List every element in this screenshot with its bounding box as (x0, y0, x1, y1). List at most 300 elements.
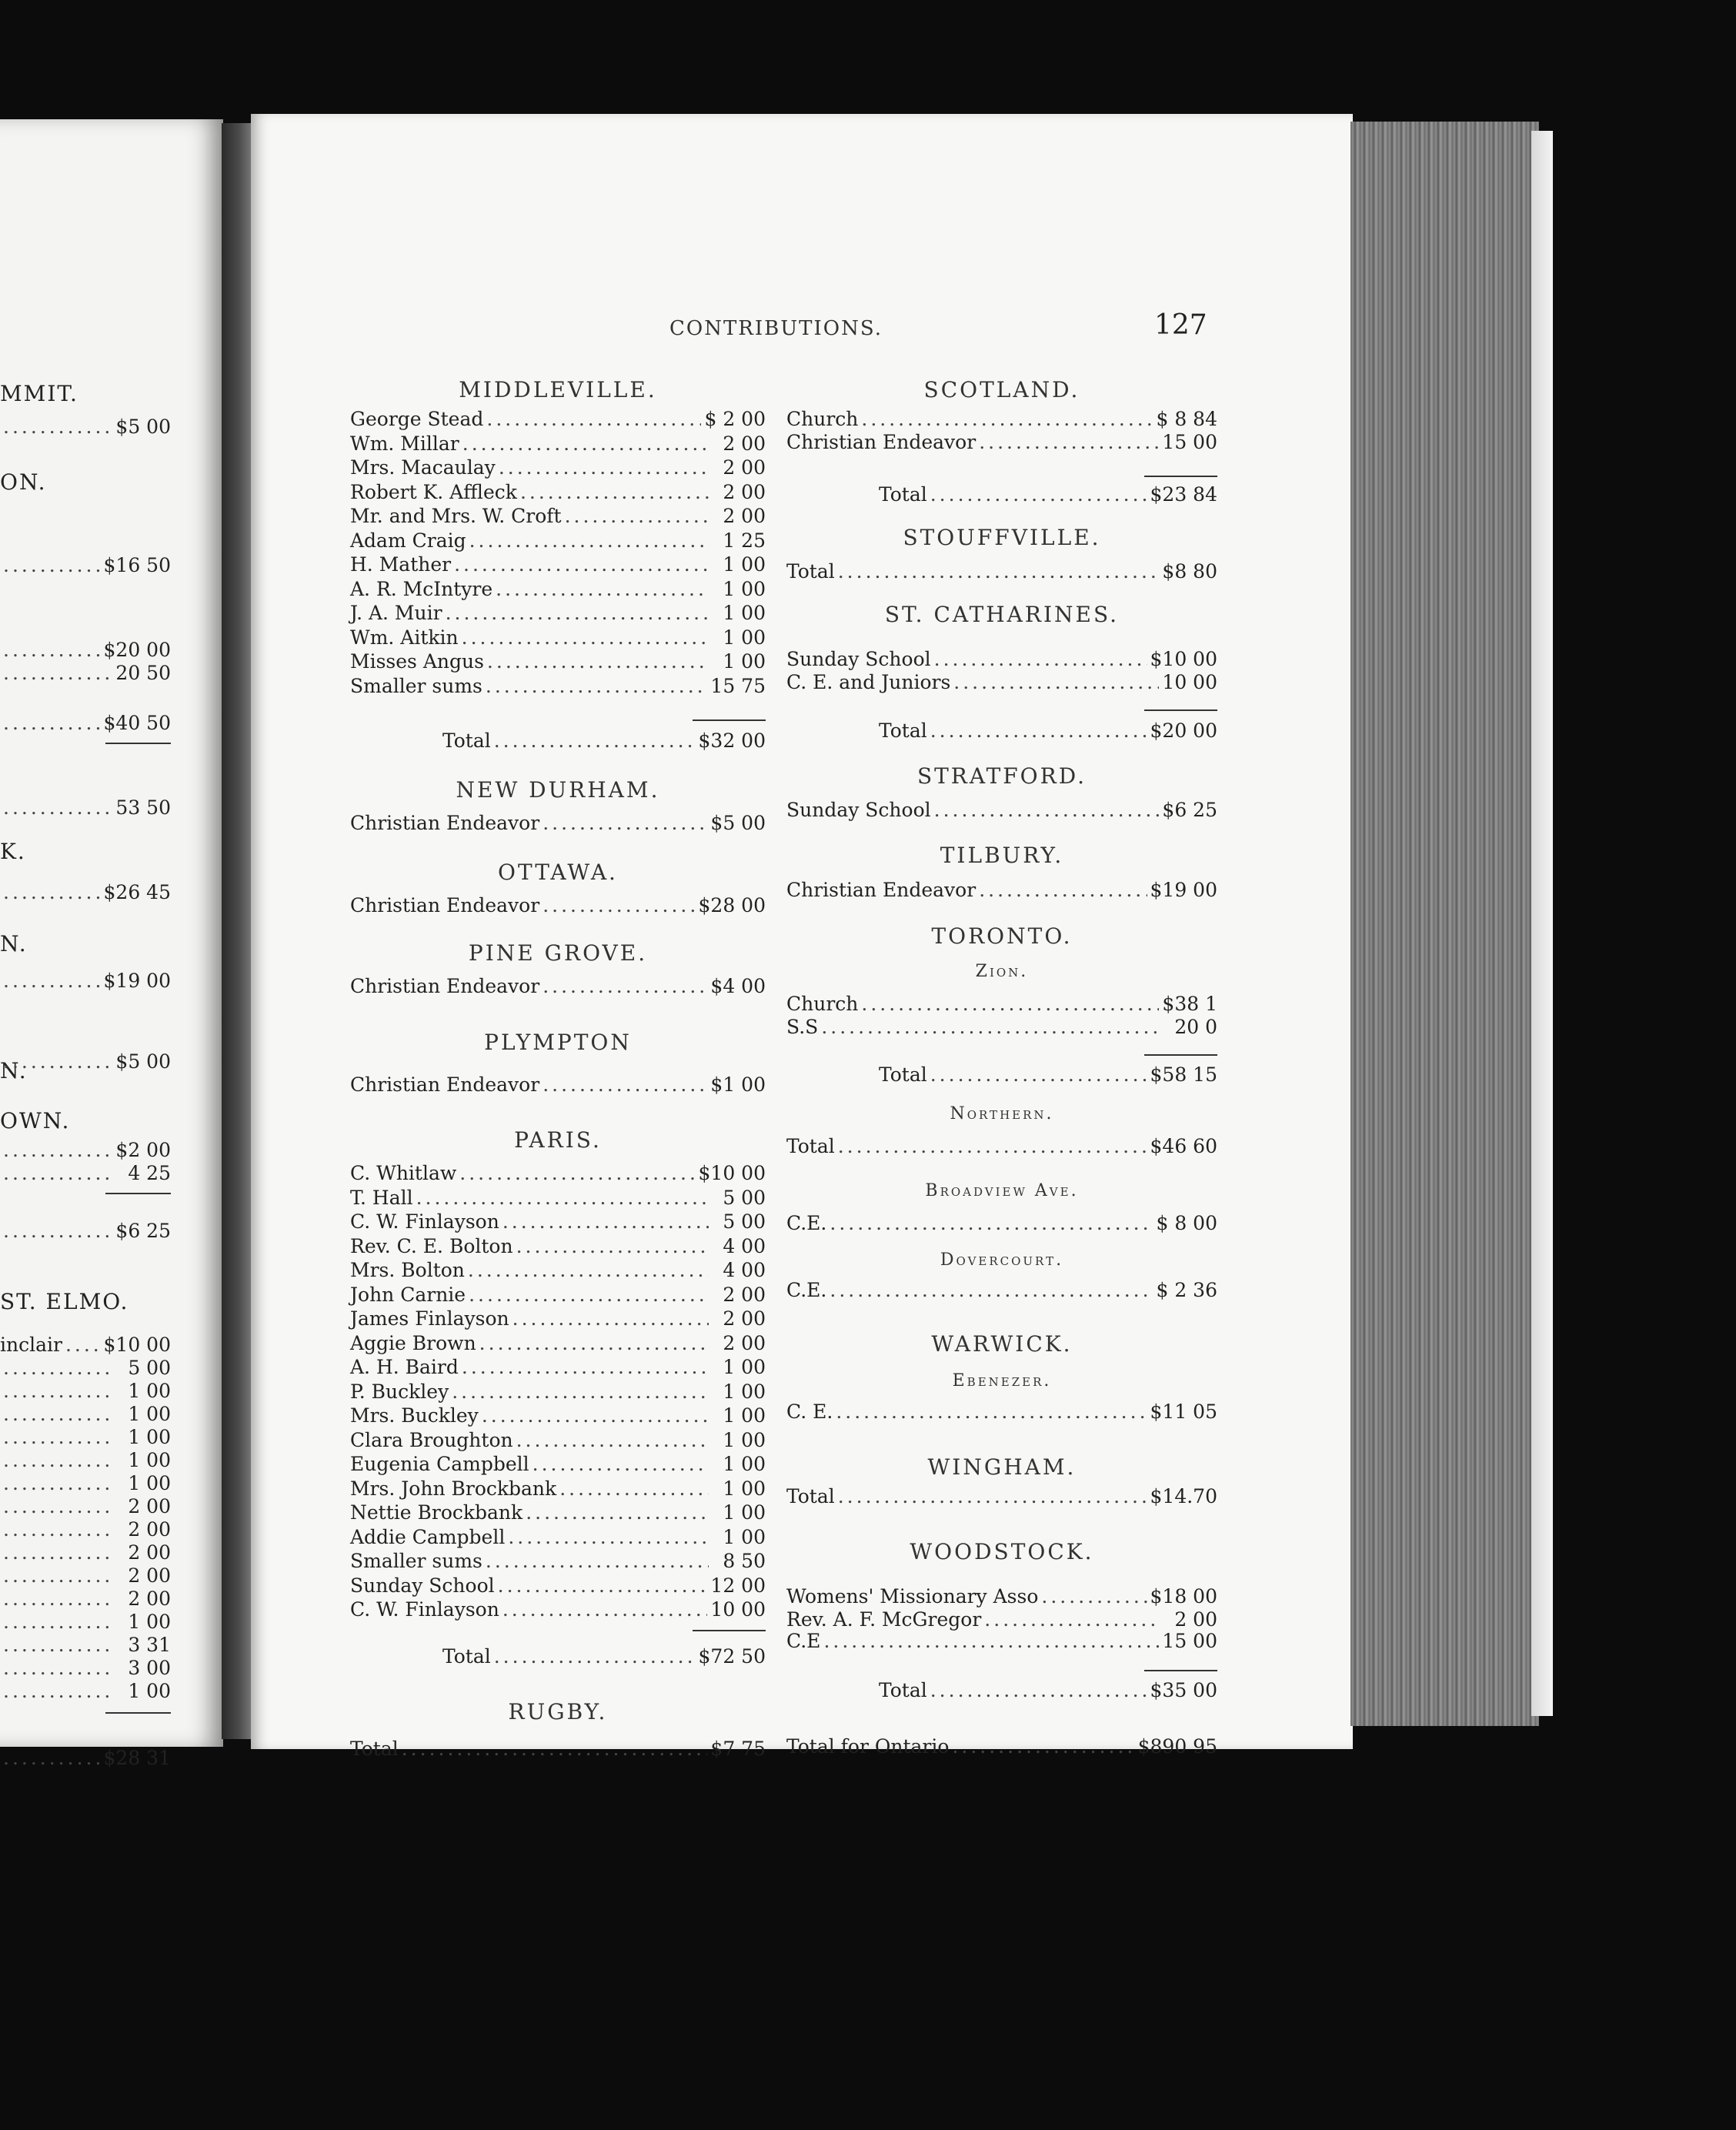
heading-plympton: PLYMPTON (484, 1030, 632, 1055)
left-contribution-row (0, 1380, 171, 1403)
heading-pine-grove: PINE GROVE. (468, 940, 648, 966)
contribution-row-amount: 1 00 (723, 602, 766, 624)
total-row-amount: $35 00 (1150, 1679, 1217, 1701)
contribution-row-label: Smaller sums (350, 1550, 482, 1572)
column-left (350, 377, 766, 1778)
sum-rule (1144, 476, 1217, 477)
contribution-row-amount: 2 00 (1174, 1608, 1217, 1631)
leader-dots (3, 970, 101, 993)
sum-rule (1144, 1054, 1217, 1056)
total-row-amount: $32 00 (698, 729, 766, 752)
leader-dots (462, 1356, 709, 1379)
contribution-row-amount: $5 00 (710, 812, 766, 834)
contribution-row-label: Mrs. John Brockbank (350, 1477, 557, 1500)
left-contribution-row (0, 1634, 171, 1657)
contribution-row (350, 602, 766, 625)
contribution-row-label: Sunday School (786, 648, 931, 670)
total-row (786, 560, 1217, 583)
running-title: CONTRIBUTIONS. (669, 317, 883, 340)
total-row (786, 719, 1217, 743)
left-heading: N. (0, 931, 28, 956)
contribution-row (350, 1550, 766, 1573)
contribution-row-label: C. Whitlaw (350, 1162, 457, 1184)
leader-dots (930, 1679, 1147, 1702)
total-row-label: Total (442, 729, 491, 752)
contribution-row-amount: $ 2 36 (1156, 1279, 1217, 1301)
contribution-row-label: Mrs. Macaulay (350, 456, 496, 479)
leader-dots (838, 1135, 1147, 1158)
left-row-amount: $28 31 (103, 1747, 171, 1769)
total-row-label: Total (879, 719, 927, 742)
left-row-amount: 2 00 (128, 1518, 171, 1541)
leader-dots (486, 1550, 709, 1573)
contribution-row (786, 1630, 1217, 1653)
total-row-amount: $7 75 (710, 1738, 766, 1760)
contribution-row (350, 1307, 766, 1330)
contribution-row (786, 431, 1217, 454)
leader-dots (542, 1073, 707, 1097)
leader-dots (3, 1518, 114, 1541)
contribution-row (350, 1526, 766, 1549)
leader-dots (3, 796, 112, 820)
contribution-row-amount: 1 00 (723, 626, 766, 649)
leader-dots (520, 481, 709, 504)
leader-dots (452, 1380, 709, 1404)
left-row-amount: 2 00 (128, 1587, 171, 1610)
contribution-row-label: H. Mather (350, 553, 452, 576)
leader-dots (65, 1334, 101, 1357)
left-row-amount: $26 45 (103, 881, 171, 903)
contribution-row-label: George Stead (350, 408, 484, 430)
leader-dots (1041, 1585, 1147, 1608)
left-row-amount: $2 00 (115, 1139, 171, 1161)
contribution-row-amount: 5 00 (723, 1186, 766, 1209)
left-row-amount: 2 00 (128, 1541, 171, 1564)
leader-dots (486, 408, 701, 431)
leader-dots (516, 1429, 709, 1452)
leader-dots (542, 812, 707, 835)
contribution-row-amount: 1 00 (723, 1453, 766, 1475)
leader-dots (502, 1598, 708, 1621)
contribution-row-label: James Finlayson (350, 1307, 509, 1330)
contribution-row-amount: 1 00 (723, 1380, 766, 1403)
leader-dots (934, 648, 1147, 671)
page-edge-white (1531, 131, 1553, 1716)
total-row (786, 1485, 1217, 1508)
contribution-row-amount: 1 00 (723, 650, 766, 673)
contribution-row-label: Womens' Missionary Asso (786, 1585, 1039, 1608)
left-row-label: inclair (0, 1334, 62, 1356)
leader-dots (3, 1634, 114, 1657)
left-contribution-row (0, 1747, 171, 1770)
contribution-row (350, 675, 766, 698)
leader-dots (3, 1357, 114, 1380)
contribution-row-label: Sunday School (350, 1574, 495, 1597)
sum-rule (1144, 1670, 1217, 1671)
left-heading: OWN. (0, 1108, 71, 1133)
contribution-row (350, 1356, 766, 1379)
left-contribution-row (0, 1587, 171, 1611)
leader-dots (984, 1608, 1160, 1631)
total-row (786, 483, 1217, 506)
leader-dots (479, 1332, 709, 1355)
leader-dots (494, 1645, 696, 1668)
left-row-amount: 1 00 (128, 1680, 171, 1702)
left-contribution-row (0, 662, 171, 685)
left-contribution-row (0, 881, 171, 904)
contribution-row-amount: $ 8 00 (1156, 1212, 1217, 1234)
contribution-row-label: Christian Endeavor (350, 894, 540, 916)
leader-dots (508, 1526, 709, 1549)
contribution-row-label: C. E. and Juniors (786, 671, 951, 693)
total-row (786, 1135, 1217, 1158)
left-heading: K. (0, 839, 26, 864)
leader-dots (565, 505, 709, 528)
contribution-row-label: Sunday School (786, 799, 931, 821)
contribution-row-label: Mr. and Mrs. W. Croft (350, 505, 562, 527)
leader-dots (3, 1380, 114, 1403)
contribution-row-amount: 2 00 (723, 1307, 766, 1330)
leader-dots (861, 993, 1159, 1016)
contribution-row-amount: $4 00 (710, 975, 766, 997)
contribution-row (350, 408, 766, 431)
left-contribution-row (0, 554, 171, 577)
left-page-column (0, 381, 171, 1797)
contribution-row (350, 1477, 766, 1501)
left-row-amount: $5 00 (115, 416, 171, 438)
contribution-row-amount: $1 00 (710, 1073, 766, 1096)
contribution-row-amount: 1 00 (723, 1404, 766, 1427)
contribution-row (786, 799, 1217, 822)
leader-dots (838, 1485, 1147, 1508)
contribution-row-amount: 15 75 (710, 674, 766, 697)
total-row (350, 729, 766, 753)
leader-dots (3, 554, 101, 577)
leader-dots (516, 1235, 709, 1258)
heading-ottawa: OTTAWA. (498, 860, 618, 885)
leader-dots (930, 1063, 1147, 1087)
contribution-row-amount: 5 00 (723, 1210, 766, 1233)
total-row-amount: $8 80 (1162, 560, 1217, 583)
leader-dots (953, 671, 1159, 694)
contribution-row (350, 1429, 766, 1452)
contribution-row-label: Church (786, 993, 859, 1015)
sum-rule (105, 743, 171, 744)
left-row-amount: 1 00 (128, 1380, 171, 1402)
contribution-row-label: Christian Endeavor (786, 431, 976, 453)
contribution-row (350, 894, 766, 917)
contribution-row (350, 1332, 766, 1355)
left-contribution-row (0, 1220, 171, 1243)
contribution-row (350, 481, 766, 504)
leader-dots (402, 1738, 708, 1761)
heading-scotland: SCOTLAND. (923, 377, 1080, 402)
contribution-row-label: Wm. Millar (350, 432, 459, 455)
left-contribution-row (0, 1357, 171, 1380)
contribution-row-label: S.S (786, 1016, 819, 1038)
left-contribution-row (0, 639, 171, 662)
contribution-row-label: T. Hall (350, 1186, 413, 1209)
contribution-row-label: Aggie Brown (350, 1331, 476, 1354)
contribution-row-amount: 1 00 (723, 1477, 766, 1500)
contribution-row (350, 432, 766, 456)
left-row-amount: 53 50 (115, 796, 171, 819)
contribution-row-label: Mrs. Buckley (350, 1404, 479, 1427)
contribution-row-amount: 10 00 (710, 1598, 766, 1621)
leader-dots (3, 1680, 114, 1703)
leader-dots (499, 456, 709, 479)
contribution-row-amount: 8 50 (723, 1550, 766, 1572)
sum-rule (693, 1630, 766, 1631)
leader-dots (496, 578, 709, 601)
leader-dots (930, 719, 1147, 743)
contribution-row-label: A. R. McIntyre (350, 577, 493, 600)
leader-dots (3, 881, 101, 904)
left-row-amount: $5 00 (115, 1050, 171, 1073)
leader-dots (3, 1611, 114, 1634)
contribution-row (350, 626, 766, 649)
contribution-row (350, 1598, 766, 1621)
left-row-amount: $16 50 (103, 554, 171, 576)
contribution-row-amount: 2 00 (723, 1283, 766, 1306)
subheading-zion: Zion. (975, 962, 1029, 981)
left-contribution-row (0, 1518, 171, 1541)
contribution-row (350, 1235, 766, 1258)
leader-dots (416, 1187, 709, 1210)
left-contribution-row (0, 1541, 171, 1564)
contribution-row (350, 1404, 766, 1427)
contribution-row-amount: $10 00 (1150, 648, 1217, 670)
sum-rule (693, 719, 766, 721)
contribution-row (786, 671, 1217, 694)
left-row-amount: 1 00 (128, 1449, 171, 1471)
leader-dots (952, 1735, 1134, 1758)
contribution-row-label: Rev. A. F. McGregor (786, 1608, 982, 1631)
contribution-row-label: Christian Endeavor (350, 812, 540, 834)
leader-dots (823, 1630, 1159, 1653)
contribution-row (786, 1608, 1217, 1631)
left-row-amount: 2 00 (128, 1495, 171, 1517)
contribution-row (350, 975, 766, 998)
grand-total-row-label: Total for Ontario (786, 1735, 950, 1758)
total-row (350, 1738, 766, 1761)
contribution-row-label: Mrs. Bolton (350, 1259, 465, 1281)
total-row-amount: $20 00 (1150, 719, 1217, 742)
left-row-amount: 2 00 (128, 1564, 171, 1587)
total-row-label: Total (786, 560, 835, 583)
left-row-amount: 1 00 (128, 1403, 171, 1425)
contribution-row-amount: 2 00 (723, 432, 766, 455)
total-row-label: Total (442, 1645, 491, 1668)
leader-dots (930, 483, 1147, 506)
subheading-ebenezer: Ebenezer. (952, 1371, 1052, 1391)
subheading-broadview: Broadview Ave. (925, 1181, 1079, 1200)
leader-dots (3, 1564, 114, 1587)
contribution-row (350, 1380, 766, 1404)
leader-dots (446, 602, 709, 625)
left-heading: MMIT. (0, 381, 78, 406)
left-row-amount: 1 00 (128, 1426, 171, 1448)
contribution-row-amount: 12 00 (710, 1574, 766, 1597)
total-row (786, 1679, 1217, 1702)
contribution-row-label: Robert K. Affleck (350, 480, 517, 503)
total-row-amount: $23 84 (1150, 483, 1217, 506)
contribution-row-amount: $ 2 00 (704, 408, 766, 430)
total-row-label: Total (879, 1679, 927, 1701)
subheading-dovercourt: Dovercourt. (940, 1250, 1064, 1270)
leader-dots (469, 1284, 709, 1307)
leader-dots (3, 1495, 114, 1518)
leader-dots (3, 1050, 112, 1073)
contribution-row-label: Eugenia Campbell (350, 1453, 529, 1475)
leader-dots (502, 1210, 709, 1234)
heading-st-catharines: ST. CATHARINES. (884, 602, 1120, 627)
contribution-row (786, 993, 1217, 1016)
contribution-row-amount: $38 1 (1162, 993, 1217, 1015)
leader-dots (526, 1501, 709, 1524)
leader-dots (3, 1139, 112, 1162)
contribution-row (350, 1574, 766, 1598)
left-contribution-row (0, 1403, 171, 1426)
contribution-row-amount: 1 00 (723, 1356, 766, 1378)
contribution-row-amount: 2 00 (723, 505, 766, 527)
grand-total-row (786, 1735, 1217, 1758)
left-row-amount: 1 00 (128, 1611, 171, 1633)
leader-dots (979, 879, 1147, 902)
contribution-row-amount: $18 00 (1150, 1585, 1217, 1608)
heading-rugby: RUGBY. (508, 1699, 608, 1724)
leader-dots (3, 1541, 114, 1564)
contribution-row-amount: 1 00 (723, 577, 766, 600)
contribution-row (786, 1401, 1217, 1424)
contribution-row-amount: 2 00 (723, 480, 766, 503)
contribution-row-amount: $10 00 (698, 1162, 766, 1184)
leader-dots (3, 1403, 114, 1426)
left-heading: ON. (0, 469, 47, 495)
left-contribution-row (0, 1334, 171, 1357)
total-row-amount: $46 60 (1150, 1135, 1217, 1157)
left-row-amount: $40 50 (103, 712, 171, 734)
left-row-amount: $10 00 (103, 1334, 171, 1356)
leader-dots (3, 639, 101, 662)
contribution-row-amount: $ 8 84 (1156, 408, 1217, 430)
leader-dots (3, 1449, 114, 1472)
leader-dots (3, 1162, 114, 1185)
contribution-row-amount: 4 00 (723, 1259, 766, 1281)
left-contribution-row (0, 1657, 171, 1680)
total-row-label: Total (350, 1738, 399, 1760)
leader-dots (3, 416, 112, 439)
contribution-row (350, 1187, 766, 1210)
total-row-amount: $14.70 (1150, 1485, 1217, 1507)
left-row-amount: $19 00 (103, 970, 171, 992)
leader-dots (486, 675, 708, 698)
heading-tilbury: TILBURY. (940, 843, 1064, 868)
left-contribution-row (0, 712, 171, 735)
contribution-row (350, 529, 766, 553)
contribution-row-amount: 15 00 (1162, 1630, 1217, 1652)
contribution-row-label: Wm. Aitkin (350, 626, 459, 649)
leader-dots (3, 1747, 101, 1770)
leader-dots (482, 1404, 709, 1427)
contribution-row-label: A. H. Baird (350, 1356, 459, 1378)
left-heading: ST. ELMO. (0, 1289, 129, 1314)
contribution-row-label: C. W. Finlayson (350, 1598, 499, 1621)
contribution-row-label: Christian Endeavor (350, 975, 540, 997)
leader-dots (512, 1307, 709, 1330)
leader-dots (836, 1401, 1147, 1424)
total-row-label: Total (786, 1485, 835, 1507)
left-row-amount: 3 31 (128, 1634, 171, 1656)
contribution-row (350, 1073, 766, 1097)
heading-toronto: TORONTO. (931, 923, 1073, 949)
heading-new-durham: NEW DURHAM. (456, 777, 660, 803)
contribution-row-label: Addie Campbell (350, 1525, 506, 1548)
column-right (786, 377, 1217, 1778)
left-contribution-row (0, 1449, 171, 1472)
contribution-row (350, 1453, 766, 1476)
left-contribution-row (0, 1426, 171, 1449)
leader-dots (559, 1477, 709, 1501)
sum-rule (105, 1193, 171, 1194)
left-row-amount: $6 25 (115, 1220, 171, 1242)
total-row-label: Total (879, 1063, 927, 1086)
book-gutter (222, 123, 252, 1739)
left-contribution-row (0, 416, 171, 439)
leader-dots (462, 432, 709, 456)
contribution-row (350, 1259, 766, 1282)
contribution-row (786, 1585, 1217, 1608)
leader-dots (494, 729, 696, 753)
left-row-amount: 20 50 (115, 662, 171, 684)
total-row-amount: $72 50 (698, 1645, 766, 1668)
contribution-row-amount: $11 05 (1150, 1401, 1217, 1423)
leader-dots (3, 662, 112, 685)
leader-dots (3, 1220, 112, 1243)
contribution-row (350, 1210, 766, 1234)
leader-dots (830, 1212, 1153, 1235)
leader-dots (830, 1279, 1153, 1302)
contribution-row (786, 1016, 1217, 1039)
contribution-row (350, 456, 766, 479)
leader-dots (979, 431, 1159, 454)
contribution-row (350, 1162, 766, 1185)
contribution-row (350, 1284, 766, 1307)
left-contribution-row (0, 1564, 171, 1587)
contribution-row-amount: 1 00 (723, 1428, 766, 1451)
leader-dots (542, 975, 707, 998)
left-row-amount: 1 00 (128, 1472, 171, 1494)
contribution-row-amount: 1 00 (723, 1501, 766, 1524)
grand-total-row-amount: $890 95 (1137, 1735, 1217, 1758)
contribution-row-label: C. E. (786, 1401, 833, 1423)
contribution-row-amount: 2 00 (723, 456, 766, 479)
leader-dots (934, 799, 1160, 822)
heading-stouffville: STOUFFVILLE. (903, 525, 1101, 550)
contribution-row-amount: $19 00 (1150, 879, 1217, 901)
leader-dots (498, 1574, 708, 1598)
contribution-row-label: Christian Endeavor (786, 879, 976, 901)
heading-middleville: MIDDLEVILLE. (459, 377, 657, 402)
heading-stratford: STRATFORD. (916, 763, 1087, 789)
left-contribution-row (0, 1611, 171, 1634)
left-contribution-row (0, 1472, 171, 1495)
leader-dots (454, 553, 709, 576)
contribution-row-label: C.E. (786, 1279, 827, 1301)
heading-warwick: WARWICK. (931, 1331, 1073, 1357)
total-row-label: Total (786, 1135, 835, 1157)
contribution-row-amount: 1 00 (723, 1525, 766, 1548)
